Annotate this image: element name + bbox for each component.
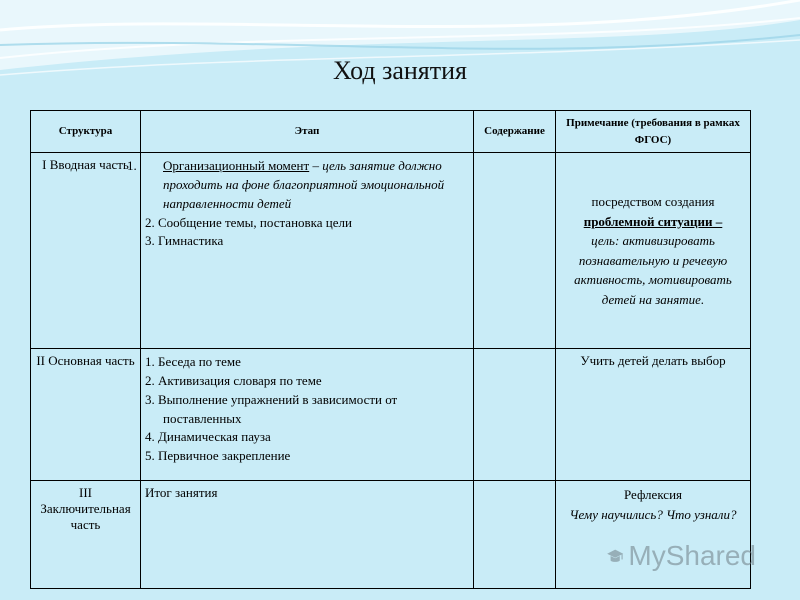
table-row: [31, 153, 751, 349]
header-structure: Структура: [31, 111, 141, 153]
stage-cell: [141, 349, 474, 481]
watermark: [606, 538, 756, 574]
note-cell: посредством создания проблемной ситуации – цель: активизировать познавательную и речевую активность, мотивировать детей на занятие.: [556, 153, 751, 349]
page-title: Ход занятия: [332, 56, 468, 85]
stage-item: 1. Беседа по теме: [145, 354, 241, 369]
lesson-table: [30, 110, 751, 589]
table-header-row: [31, 111, 751, 153]
structure-cell: I Вводная часть: [31, 153, 141, 349]
note-title: Рефлексия: [623, 487, 683, 502]
content-cell: [474, 349, 556, 481]
structure-cell: II Основная часть: [31, 349, 141, 481]
header-content: Содержание: [474, 111, 556, 153]
stage-item: 2. Активизация словаря по теме: [145, 372, 322, 388]
header-stage: Этап: [141, 111, 474, 153]
content-cell: [474, 481, 556, 589]
stage-item: 3. Выполнение упражнений в зависимости от поставленных: [145, 391, 398, 426]
stage-item: 4. Динамическая пауза: [145, 429, 271, 445]
mortarboard-icon: [606, 540, 624, 572]
table-row: [31, 349, 751, 481]
stage-item: 2. Сообщение темы, постановка цели: [145, 214, 352, 230]
stage-item: 5. Первичное закрепление: [145, 448, 291, 464]
stage-cell: [127, 153, 474, 349]
note-cell: Учить детей делать выбор: [556, 349, 751, 481]
note-italic: Чему научились? Что узнали?: [569, 506, 737, 522]
content-cell: [474, 153, 556, 349]
watermark-text: MyShared: [628, 540, 756, 571]
structure-cell: III Заключительная часть: [31, 481, 141, 589]
stage-item: 1. Организационный момент – цель занятие должно проходить на фоне благоприятной эмоциональной направленности детей: [127, 158, 445, 211]
header-note: Примечание (требования в рамках ФГОС): [556, 111, 751, 153]
stage-item: 3. Гимнастика: [145, 233, 224, 249]
stage-cell: Итог занятия: [141, 481, 474, 589]
